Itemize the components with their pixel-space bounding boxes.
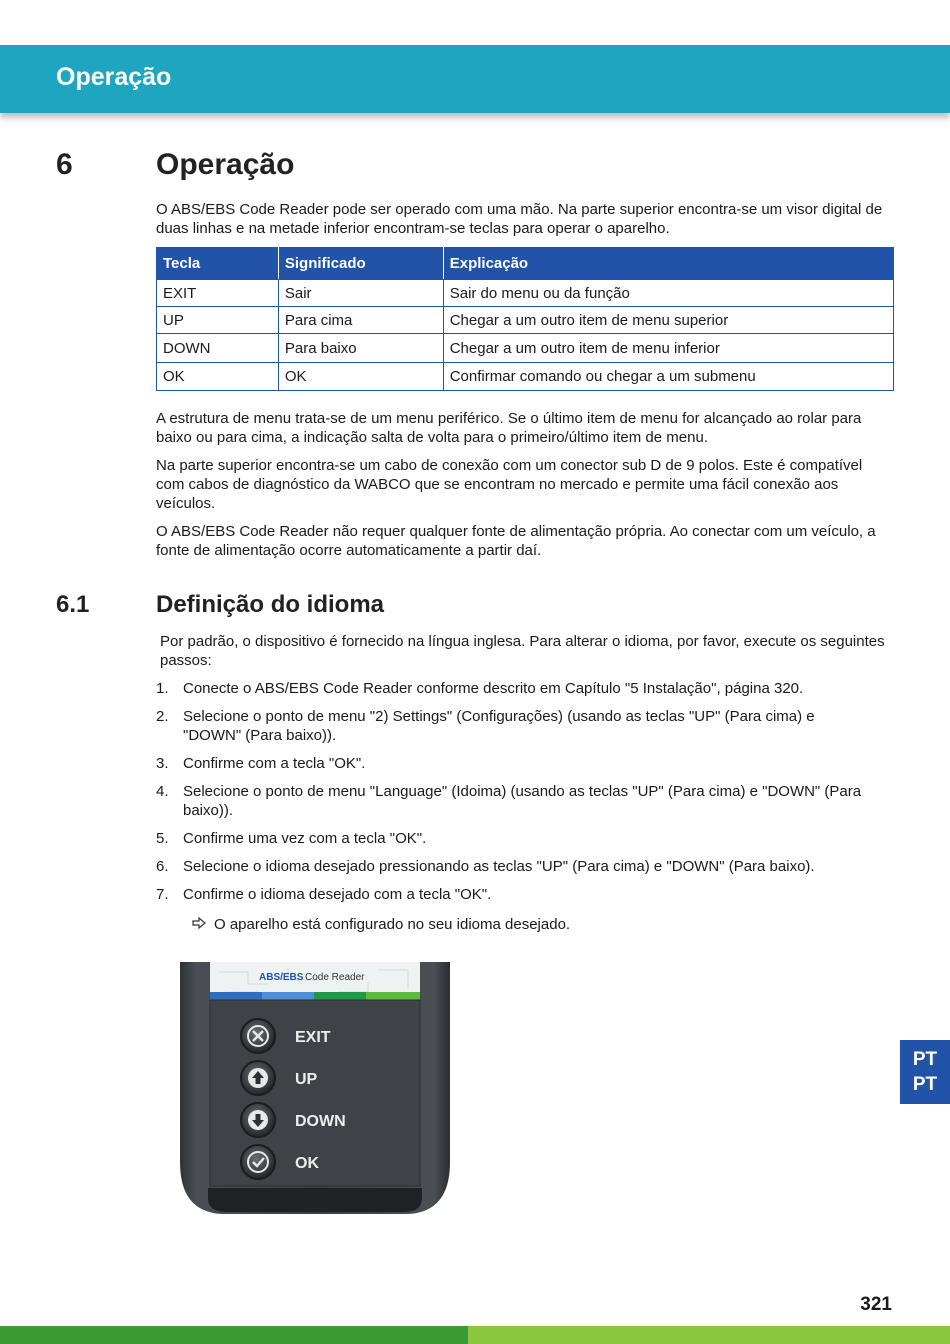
device-button-label: EXIT xyxy=(295,1029,331,1046)
list-item xyxy=(156,885,876,904)
device-button-label: OK xyxy=(295,1155,319,1172)
list-item xyxy=(156,829,876,848)
list-item xyxy=(156,857,876,876)
language-tab-label: PT xyxy=(912,1074,938,1095)
table-header-cell: Significado xyxy=(278,248,443,280)
table-header-cell: Tecla xyxy=(157,248,279,280)
paragraph: O ABS/EBS Code Reader não requer qualquer fonte de alimentação própria. Ao conectar com um veículo, a fonte de alimentação ocorre automaticamente a partir daí. xyxy=(156,523,876,559)
page-number: 321 xyxy=(860,1294,892,1315)
table-header-row xyxy=(157,248,894,280)
table-cell: DOWN xyxy=(157,334,279,363)
section-number: 6 xyxy=(56,148,73,181)
table-cell: UP xyxy=(157,307,279,334)
header-title: Operação xyxy=(56,63,172,91)
section-intro: O ABS/EBS Code Reader pode ser operado com uma mão. Na parte superior encontra-se um visor digital de duas linhas e na metade inferior encontram-se teclas para operar o aparelho. xyxy=(156,201,883,237)
section-title: Operação xyxy=(156,148,295,181)
table-row xyxy=(157,334,894,363)
list-item xyxy=(156,679,876,698)
step-text: Selecione o idioma desejado pressionando as teclas "UP" (Para cima) e "DOWN" (Para baixo). xyxy=(183,858,815,875)
subsection-title: Definição do idioma xyxy=(156,591,385,618)
table-cell: Chegar a um outro item de menu inferior xyxy=(443,334,893,363)
paragraph: Na parte superior encontra-se um cabo de conexão com um conector sub D de 9 polos. Este é compatível com cabos de diagnóstico da WABCO que se encontram no mercado e permite uma fácil conexão aos veículos. xyxy=(156,457,863,512)
steps-list xyxy=(156,679,876,913)
table-row xyxy=(157,280,894,307)
keys-table xyxy=(156,247,894,391)
step-number: 6. xyxy=(156,858,169,875)
step-text: Selecione o ponto de menu "2) Settings" (Configurações) (usando as teclas "UP" (Para cima) e "DOWN" (Para baixo)). xyxy=(183,708,815,744)
device-image xyxy=(178,962,452,1225)
list-item xyxy=(156,707,876,745)
table-cell: OK xyxy=(157,363,279,391)
footer-bar-light xyxy=(468,1326,950,1344)
list-item xyxy=(156,782,876,820)
language-tab xyxy=(900,1040,950,1104)
step-text: Confirme o idioma desejado com a tecla "OK". xyxy=(183,886,492,903)
step-number: 7. xyxy=(156,886,169,903)
step-number: 4. xyxy=(156,783,169,800)
device-button-label: DOWN xyxy=(295,1113,346,1130)
subsection-number: 6.1 xyxy=(56,591,90,618)
table-row xyxy=(157,307,894,334)
table-cell: OK xyxy=(278,363,443,391)
subsection-intro: Por padrão, o dispositivo é fornecido na língua inglesa. Para alterar o idioma, por favor, execute os seguintes passos: xyxy=(160,633,885,669)
device-model: Code Reader xyxy=(305,972,365,983)
table-cell: EXIT xyxy=(157,280,279,307)
step-number: 1. xyxy=(156,680,169,697)
result-line xyxy=(192,915,570,934)
table-cell: Chegar a um outro item de menu superior xyxy=(443,307,893,334)
table-header-cell: Explicação xyxy=(443,248,893,280)
result-arrow-icon xyxy=(192,915,214,934)
step-number: 3. xyxy=(156,755,169,772)
device-button-label: UP xyxy=(295,1071,318,1088)
step-text: Selecione o ponto de menu "Language" (Idoima) (usando as teclas "UP" (Para cima) e "DOWN" (Para baixo)). xyxy=(183,783,862,819)
result-text: O aparelho está configurado no seu idioma desejado. xyxy=(214,916,571,933)
paragraph: A estrutura de menu trata-se de um menu periférico. Se o último item de menu for alcançado ao rolar para baixo ou para cima, a indicação salta de volta para o primeiro/último item de menu. xyxy=(156,410,862,446)
table-cell: Para baixo xyxy=(278,334,443,363)
footer-bar-dark xyxy=(0,1326,468,1344)
language-tab-label: PT xyxy=(912,1049,938,1070)
header-band xyxy=(0,45,950,113)
table-cell: Para cima xyxy=(278,307,443,334)
table-cell: Sair xyxy=(278,280,443,307)
list-item xyxy=(156,754,876,773)
device-brand: ABS/EBS xyxy=(259,972,304,983)
table-cell: Sair do menu ou da função xyxy=(443,280,893,307)
table-row xyxy=(157,363,894,391)
step-text: Conecte o ABS/EBS Code Reader conforme descrito em Capítulo "5 Instalação", página 320. xyxy=(183,680,804,697)
table-cell: Confirmar comando ou chegar a um submenu xyxy=(443,363,893,391)
step-text: Confirme com a tecla "OK". xyxy=(183,755,366,772)
step-number: 2. xyxy=(156,708,169,725)
step-text: Confirme uma vez com a tecla "OK". xyxy=(183,830,427,847)
step-number: 5. xyxy=(156,830,169,847)
